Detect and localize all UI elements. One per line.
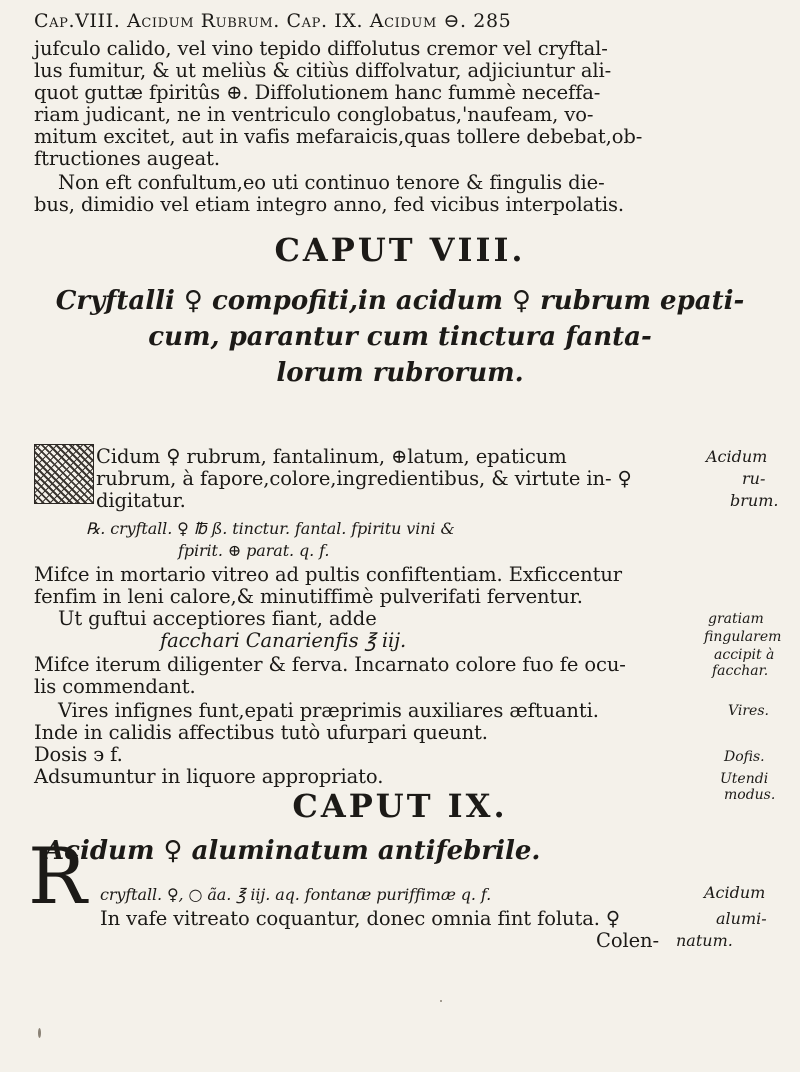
margin-note: accipit à (714, 647, 775, 663)
initial-letter: R (28, 832, 87, 922)
text-line: lus fumitur, & ut meliùs & citiùs diffolvatur, adjiciuntur ali- (34, 59, 612, 82)
text-line: ftructiones augeat. (34, 147, 220, 170)
text-line: Dosis ϶ f. (34, 743, 123, 766)
text-line: Ut guftui acceptiores fiant, adde (58, 607, 377, 630)
scan-speck (38, 1028, 41, 1038)
margin-note: brum. (730, 491, 779, 510)
margin-note: modus. (724, 787, 776, 803)
margin-note: alumi- (716, 909, 767, 928)
recipe-line: cryftall. ♀, ○ ãa. ℥ iij. aq. fontanæ puriffimæ q. f. (100, 885, 492, 904)
chapter-title: Cryftalli ♀ compofiti,in acidum ♀ rubrum epati- (55, 286, 745, 316)
text-line: mitum excitet, aut in vafis mefaraicis,quas tollere debebat,ob- (34, 125, 643, 148)
chapter-title: lorum rubrorum. (276, 358, 524, 388)
margin-note: facchar. (712, 663, 769, 679)
text-line: riam judicant, ne in ventriculo conglobatus,'naufeam, vo- (34, 103, 594, 126)
chapter-title: Acidum ♀ aluminatum antifebrile. (44, 836, 541, 866)
margin-note: Vires. (728, 703, 769, 719)
running-head: Cap.VIII. Acidum Rubrum. Cap. IX. Acidum ⊖. 285 (34, 10, 512, 32)
margin-note: natum. (676, 931, 733, 950)
text-line: jufculo calido, vel vino tepido diffolutus cremor vel cryftal- (34, 37, 608, 60)
text-line: Cidum ♀ rubrum, fantalinum, ⊕latum, epaticum (96, 445, 567, 468)
text-line: Non eft confultum,eo uti continuo tenore & fingulis die- (58, 171, 605, 194)
decorated-initial-icon (34, 444, 94, 504)
scan-speck (440, 1000, 442, 1002)
text-line: Adsumuntur in liquore appropriato. (34, 765, 384, 788)
text-line: digitatur. (96, 489, 186, 512)
chapter-title: cum, parantur cum tinctura fanta- (148, 322, 652, 352)
text-line: fenfim in leni calore,& minutiffimè pulverifati ferventur. (34, 585, 583, 608)
text-line: Vires infignes funt,epati præprimis auxiliares æftuanti. (58, 699, 599, 722)
margin-note: Dofis. (724, 749, 765, 765)
text-line: Mifce in mortario vitreo ad pultis confiftentiam. Exficcentur (34, 563, 622, 586)
text-line: lis commendant. (34, 675, 196, 698)
text-line: facchari Canarienfis ℥ iij. (160, 629, 407, 652)
text-line: Inde in calidis affectibus tutò ufurpari queunt. (34, 721, 488, 744)
text-line: rubrum, à fapore,colore,ingredientibus, & virtute in- ♀ (96, 467, 632, 490)
recipe-line: fpirit. ⊕ parat. q. f. (178, 541, 330, 560)
margin-note: Utendi (720, 771, 769, 787)
margin-note: Acidum (704, 883, 766, 902)
chapter-heading: CAPUT VIII. (274, 231, 526, 269)
margin-note: Acidum (706, 447, 768, 466)
text-line: In vafe vitreato coquantur, donec omnia fint foluta. ♀ (100, 907, 621, 930)
margin-note: gratiam (708, 611, 764, 627)
recipe-line: ℞. cryftall. ♀ ℔ ß. tinctur. fantal. fpiritu vini & (86, 519, 455, 538)
text-line: Mifce iterum diligenter & ferva. Incarnato colore fuo fe ocu- (34, 653, 626, 676)
text-line: quot guttæ fpiritûs ⊕. Diffolutionem hanc fummè neceffa- (34, 81, 601, 104)
margin-note: fingularem (704, 629, 782, 645)
margin-note: ru- (742, 469, 766, 488)
catchword: Colen- (596, 929, 659, 952)
chapter-heading: CAPUT IX. (292, 787, 508, 825)
text-line: bus, dimidio vel etiam integro anno, fed vicibus interpolatis. (34, 193, 625, 216)
